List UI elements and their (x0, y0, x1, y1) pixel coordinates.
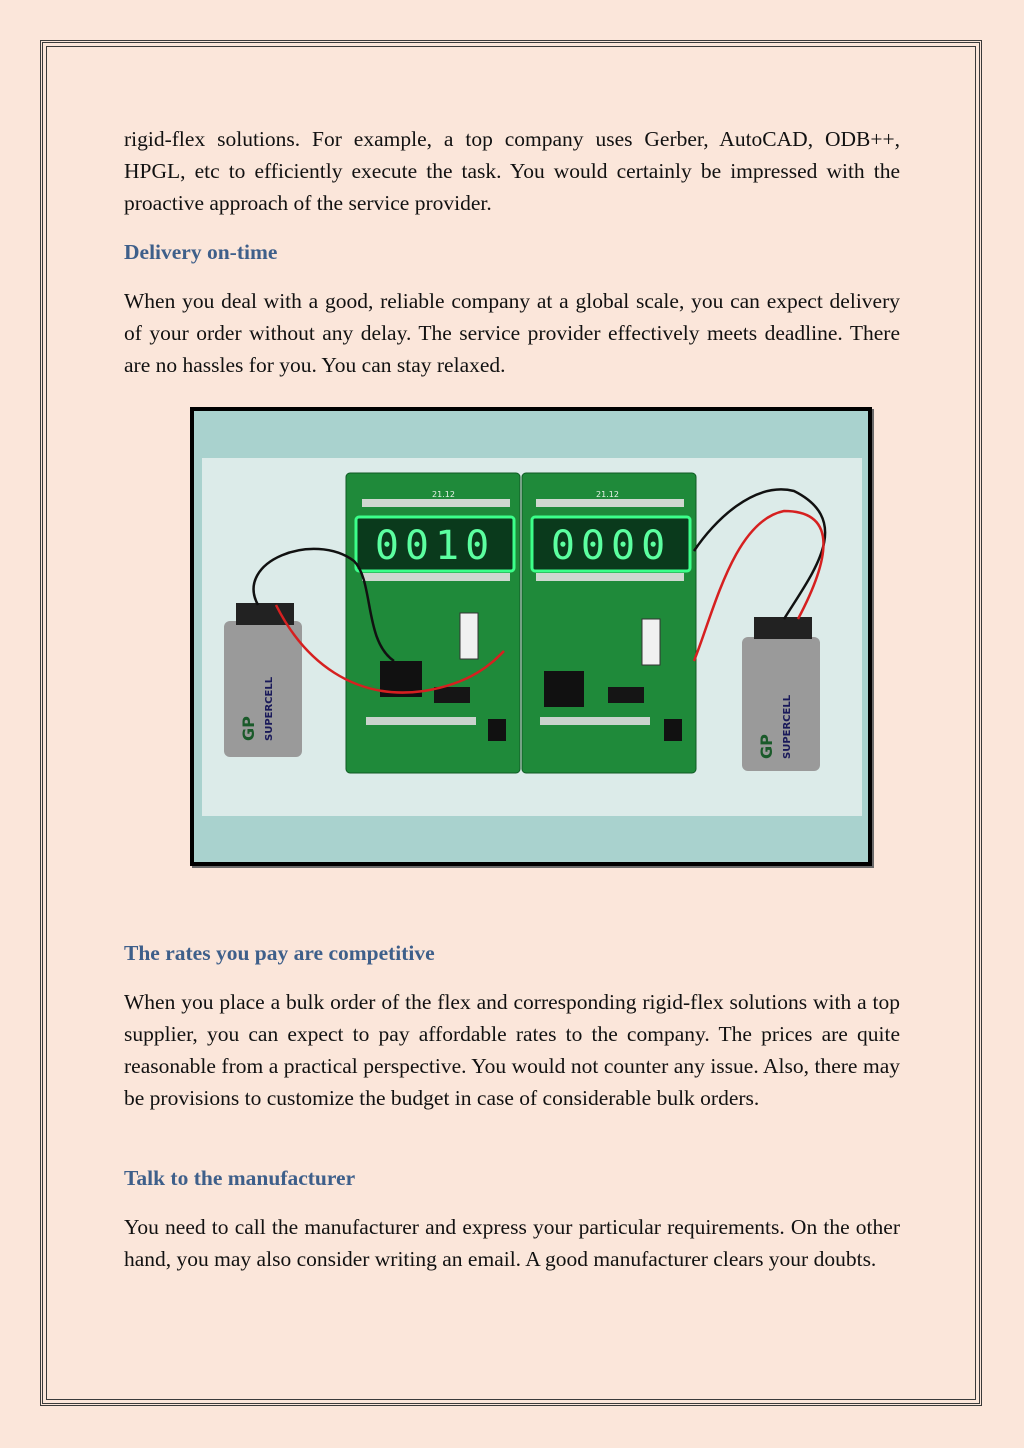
right-small-ic (608, 687, 644, 703)
heading-rates-competitive: The rates you pay are competitive (124, 941, 435, 965)
right-board-label: 21.12 (596, 490, 619, 499)
right-battery-brand: GP (757, 734, 776, 759)
right-battery-clip (754, 617, 812, 639)
left-small-ic (434, 687, 470, 703)
heading-delivery-on-time: Delivery on-time (124, 240, 278, 264)
right-battery (742, 637, 820, 771)
right-display-digits: 0000 (550, 523, 672, 569)
right-slide-switch (642, 619, 660, 665)
talk-paragraph: You need to call the manufacturer and express your particular requirements. On the other hand, you may also consider writing an email. A good manufacturer clears your doubts. (124, 1215, 900, 1271)
left-battery (224, 621, 302, 757)
intro-paragraph: rigid-flex solutions. For example, a top company uses Gerber, AutoCAD, ODB++, HPGL, etc to efficiently execute the task. You would certainly be impressed with the proactive approach of the service provider. (124, 127, 900, 215)
rates-paragraph: When you place a bulk order of the flex and corresponding rigid-flex solutions with a top supplier, you can expect to pay affordable rates to the company. The prices are quite reasonable from a practical perspective. You would not counter any issue. Also, there may be provisions to customize the budget in case of considerable bulk orders. (124, 990, 900, 1110)
left-board-label: 21.12 (432, 490, 455, 499)
left-battery-name: SUPERCELL (264, 676, 275, 741)
right-regulator (664, 719, 682, 741)
left-slide-switch (460, 613, 478, 659)
left-pin-header-bottom (362, 573, 510, 581)
right-microcontroller (544, 671, 584, 707)
left-resistor-row (366, 717, 476, 725)
left-pin-header (362, 499, 510, 507)
pcb-photo (190, 407, 872, 866)
right-pin-header-bottom (536, 573, 684, 581)
heading-talk-to-manufacturer: Talk to the manufacturer (124, 1166, 356, 1190)
left-regulator (488, 719, 506, 741)
left-battery-brand: GP (239, 716, 258, 741)
pcb-photo-illustration (194, 411, 868, 862)
left-display-digits: 0010 (374, 523, 496, 569)
right-pin-header (536, 499, 684, 507)
right-resistor-row (540, 717, 650, 725)
delivery-paragraph: When you deal with a good, reliable company at a global scale, you can expect delivery of your order without any delay. The service provider effectively meets deadline. There are no hassles for you. You can stay relaxed. (124, 289, 900, 377)
right-battery-name: SUPERCELL (782, 694, 793, 759)
